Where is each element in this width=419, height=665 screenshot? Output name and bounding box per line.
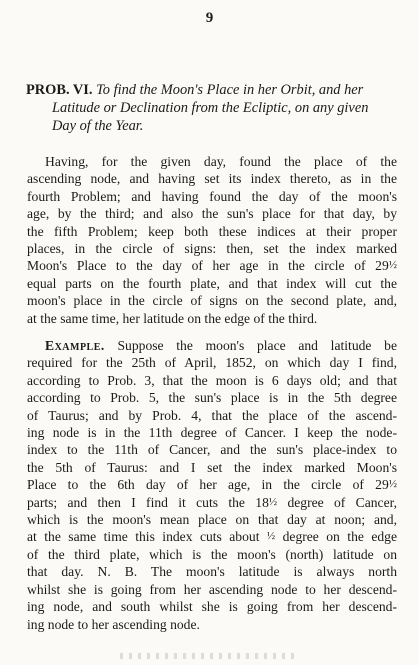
example-first-line [27,337,397,354]
paragraph-line: moon's place in the circle of signs on the second plate, and, [27,293,397,309]
page-number: 9 [205,10,214,26]
problem-heading [26,81,398,135]
paragraph-line: of the third plate, which is the moon's (north) latitude on [27,546,397,562]
paragraph-line: ing node, and south whilst she is going from her descend- [27,599,397,615]
paragraph-example [27,337,397,633]
problem-label: PROB. VI. [26,82,93,98]
heading-title-part-1: To find the Moon's Place in her Orbit, and her [96,82,364,98]
heading-line-3: Day of the Year. [52,118,144,134]
paragraph-line: ascending node, and having set its index thereto, as in the [27,171,397,187]
fraction: ½ [268,495,278,508]
heading-line-1 [26,81,398,99]
paragraph-line-text: at the same time this index cuts about [27,529,260,545]
fraction: ½ [266,530,276,543]
paragraph-line-text: Moon's Place to the day of her age in the circle of 29 [27,258,389,274]
paragraph-line-with-fraction [27,528,397,545]
paragraph-line: that day. N. B. The moon's latitude is always north [27,564,397,580]
paragraph-line: places, in the circle of signs: then, set the index marked [27,241,397,257]
paragraph-line: ing node is in the 11th degree of Cancer. I keep the node- [27,425,397,441]
paragraph-line: according to Prob. 5, the sun's place is in the 5th degree [27,390,397,406]
paragraph-line: ing node to her ascending node. [27,616,200,632]
paragraph-line-text: Place to the 6th day of her age, in the circle of 29 [27,477,389,493]
paragraph-line: fourth Problem; and having found the day of the moon's [27,188,397,204]
heading-line-2: Latitude or Declination from the Ecliptic, on any given [52,100,369,116]
paragraph-line: Having, for the given day, found the place of the [45,154,397,169]
paragraph-line: the fifth Problem; keep both these indices at their proper [27,223,397,239]
paragraph-line: required for the 25th of April, 1852, on which day I find, [27,355,397,371]
paragraph-line-text: parts; and then I find it cuts the 18 [27,494,269,510]
example-label: Example. [45,338,105,353]
paragraph-line-text: degree on the edge [282,529,397,545]
paragraph-line: according to Prob. 3, that the moon is 6 days old; and that [27,372,397,388]
paragraph-line-with-fraction [27,257,397,274]
fraction: ½ [388,478,397,491]
paragraph-line: the 5th of Taurus: and I set the index marked Moon's [27,459,397,475]
paragraph-line-text: Suppose the moon's place and latitude be [117,338,397,353]
paragraph-line: at the same time, her latitude on the edge of the third. [27,310,318,326]
paragraph-line: whilst she is going from her ascending node to her descend- [27,581,397,597]
paragraph-line-with-fraction [27,494,397,511]
paragraph-instructions [27,153,397,327]
paragraph-line: index to the 11th of Cancer, and the sun's place-index to [27,442,397,458]
paragraph-line-text: degree of Cancer, [287,494,398,510]
bleed-through-smudge [120,653,300,659]
paragraph-line: which is the moon's mean place on that day at noon; and, [27,512,397,528]
fraction: ½ [388,259,397,272]
paragraph-line: age, by the third; and also the sun's place for that day, by [27,206,397,222]
paragraph-line: of Taurus; and by Prob. 4, that the place of the ascend- [27,407,397,423]
paragraph-line: equal parts on the fourth plate, and that index will cut the [27,275,397,291]
paragraph-line-with-fraction [27,476,397,493]
